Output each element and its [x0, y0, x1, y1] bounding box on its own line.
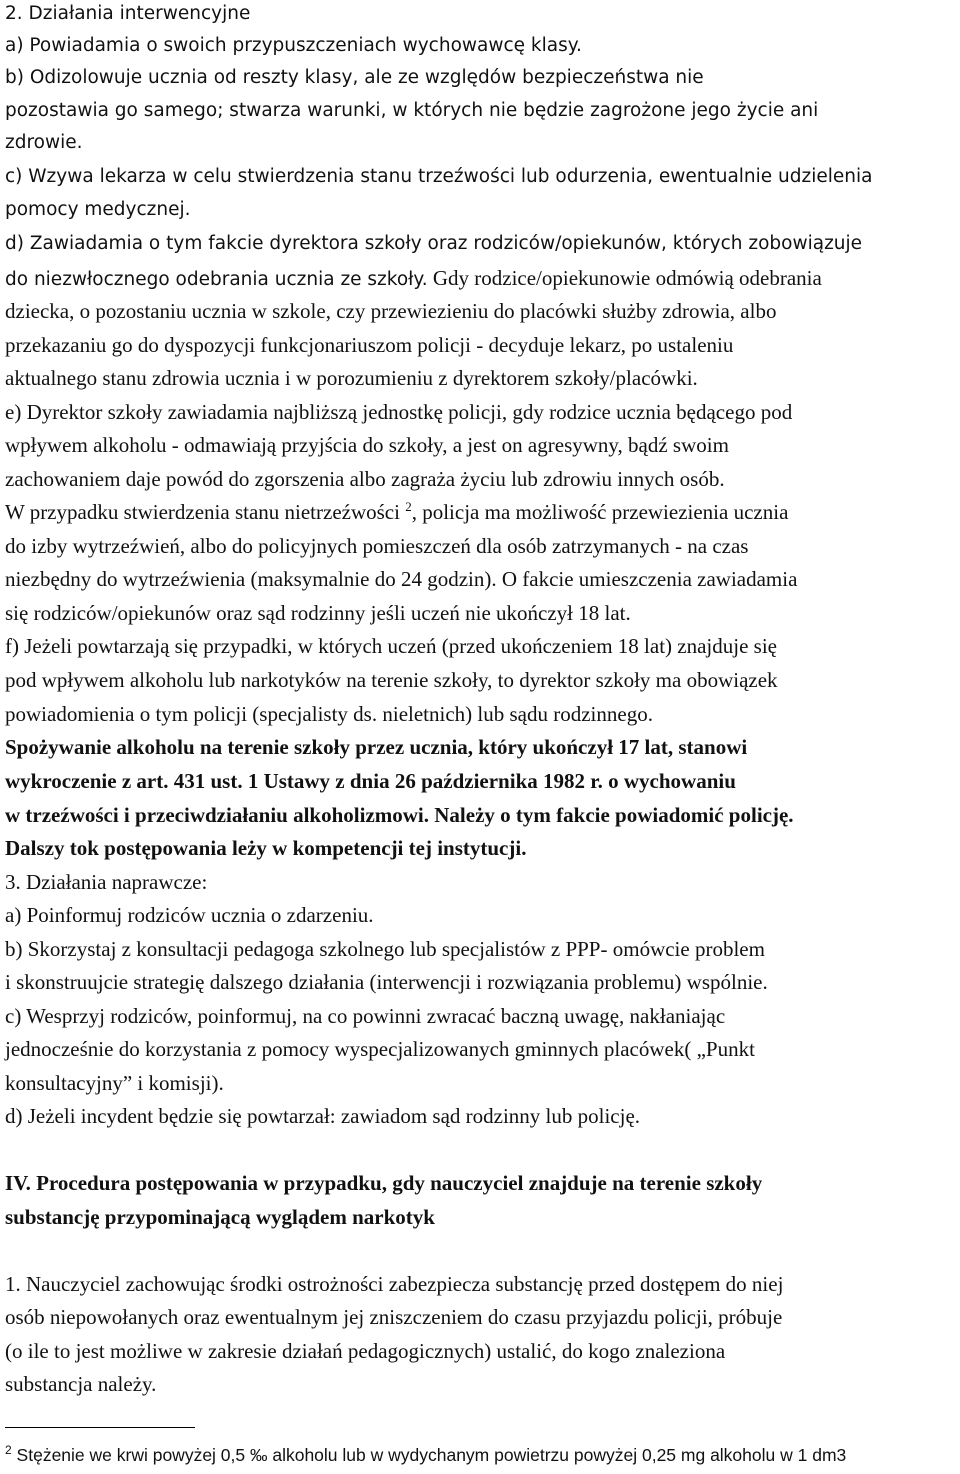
item-3a: a) Poinformuj rodziców ucznia o zdarzeniu.	[5, 903, 374, 927]
item-4-1-line-1: 1. Nauczyciel zachowując środki ostrożności zabezpiecza substancję przed dostępem do niej	[5, 1272, 784, 1296]
item-2d-line-1: d) Zawiadamia o tym fakcie dyrektora szkoły oraz rodziców/opiekunów, których zobowiązuje	[5, 233, 863, 254]
item-2b-line-3: zdrowie.	[5, 132, 83, 153]
item-2e-line-2: wpływem alkoholu - odmawiają przyjścia do szkoły, a jest on agresywny, bądź swoim	[5, 433, 729, 457]
item-3c-line-1: c) Wesprzyj rodziców, poinformuj, na co powinni zwracać baczną uwagę, nakłaniając	[5, 1004, 726, 1028]
section-2-heading: 2. Działania interwencyjne	[5, 3, 251, 24]
footnote-number: 2	[5, 1443, 12, 1457]
footnote-separator	[5, 1427, 195, 1428]
legal-note-line-2: wykroczenie z art. 431 ust. 1 Ustawy z dnia 26 października 1982 r. o wychowaniu	[5, 769, 736, 793]
legal-note-line-4: Dalszy tok postępowania leży w kompetencji tej instytucji.	[5, 836, 527, 860]
legal-note-line-3: w trzeźwości i przeciwdziałaniu alkoholizmowi. Należy o tym fakcie powiadomić policję.	[5, 803, 794, 827]
item-2e-line-1: e) Dyrektor szkoły zawiadamia najbliższą jednostkę policji, gdy rodzice ucznia będącego pod	[5, 400, 793, 424]
item-2e-line-5: do izby wytrzeźwień, albo do policyjnych pomieszczeń dla osób zatrzymanych - na czas	[5, 534, 749, 558]
item-4-1-line-4: substancja należy.	[5, 1372, 157, 1396]
item-2c-line-2: pomocy medycznej.	[5, 199, 191, 220]
item-4-1-line-2: osób niepowołanych oraz ewentualnym jej zniszczeniem do czasu przyjazdu policji, próbuje	[5, 1305, 783, 1329]
footnote	[5, 1443, 846, 1467]
item-3c-line-3: konsultacyjny” i komisji).	[5, 1071, 224, 1095]
item-2c-line-1: c) Wzywa lekarza w celu stwierdzenia stanu trzeźwości lub odurzenia, ewentualnie udzielenia	[5, 166, 873, 187]
item-2e-line-6: niezbędny do wytrzeźwienia (maksymalnie do 24 godzin). O fakcie umieszczenia zawiadamia	[5, 567, 798, 591]
item-2f-line-1: f) Jeżeli powtarzają się przypadki, w których uczeń (przed ukończeniem 18 lat) znajduje się	[5, 634, 777, 658]
item-3d: d) Jeżeli incydent będzie się powtarzał: zawiadom sąd rodzinny lub policję.	[5, 1104, 641, 1128]
item-2d-line-5: aktualnego stanu zdrowia ucznia i w porozumieniu z dyrektorem szkoły/placówki.	[5, 366, 698, 390]
item-2e-line-3: zachowaniem daje powód do zgorszenia albo zagraża życiu lub zdrowiu innych osób.	[5, 467, 725, 491]
section-4-heading-line-1: IV. Procedura postępowania w przypadku, gdy nauczyciel znajduje na terenie szkoły	[5, 1171, 763, 1195]
item-4-1-line-3: (o ile to jest możliwe w zakresie działań pedagogicznych) ustalić, do kogo znaleziona	[5, 1339, 726, 1363]
item-2d-line-2-part-b: Gdy rodzice/opiekunowie odmówią odebrania	[427, 266, 822, 290]
item-2e-line-4	[5, 498, 788, 526]
item-2d-line-3: dziecka, o pozostaniu ucznia w szkole, czy przewiezieniu do placówki służby zdrowia, albo	[5, 299, 777, 323]
item-3c-line-2: jednocześnie do korzystania z pomocy wyspecjalizowanych gminnych placówek( „Punkt	[5, 1037, 755, 1061]
item-2f-line-2: pod wpływem alkoholu lub narkotyków na terenie szkoły, to dyrektor szkoły ma obowiązek	[5, 668, 778, 692]
footnote-text: Stężenie we krwi powyżej 0,5 ‰ alkoholu lub w wydychanym powietrzu powyżej 0,25 mg alkoholu w 1 dm3	[11, 1445, 847, 1465]
item-2d-line-2	[5, 264, 822, 294]
item-2e-line-7: się rodziców/opiekunów oraz sąd rodzinny jeśli uczeń nie ukończył 18 lat.	[5, 601, 631, 625]
section-4-heading-line-2: substancję przypominającą wyglądem narkotyk	[5, 1205, 435, 1229]
legal-note-line-1: Spożywanie alkoholu na terenie szkoły przez ucznia, który ukończył 17 lat, stanowi	[5, 735, 748, 759]
item-2d-line-4: przekazaniu go do dyspozycji funkcjonariuszom policji - decyduje lekarz, po ustaleniu	[5, 333, 734, 357]
item-2f-line-3: powiadomienia o tym policji (specjalisty ds. nieletnich) lub sądu rodzinnego.	[5, 702, 653, 726]
item-2b-line-1: b) Odizolowuje ucznia od reszty klasy, ale ze względów bezpieczeństwa nie	[5, 67, 704, 88]
item-3b-line-2: i skonstruujcie strategię dalszego działania (interwencji i rozwiązania problemu) wspólnie.	[5, 970, 768, 994]
item-2e-line-4-part-a: W przypadku stwierdzenia stanu nietrzeźwości	[5, 500, 406, 524]
item-2e-line-4-part-b: , policja ma możliwość przewiezienia ucznia	[411, 500, 789, 524]
item-2b-line-2: pozostawia go samego; stwarza warunki, w których nie będzie zagrożone jego życie ani	[5, 100, 819, 121]
section-3-heading: 3. Działania naprawcze:	[5, 870, 208, 894]
item-3b-line-1: b) Skorzystaj z konsultacji pedagoga szkolnego lub specjalistów z PPP- omówcie problem	[5, 937, 765, 961]
item-2d-line-2-part-a: do niezwłocznego odebrania ucznia ze szkoły.	[5, 269, 428, 290]
footnote-reference: 2	[405, 499, 412, 514]
item-2a: a) Powiadamia o swoich przypuszczeniach wychowawcę klasy.	[5, 35, 582, 56]
